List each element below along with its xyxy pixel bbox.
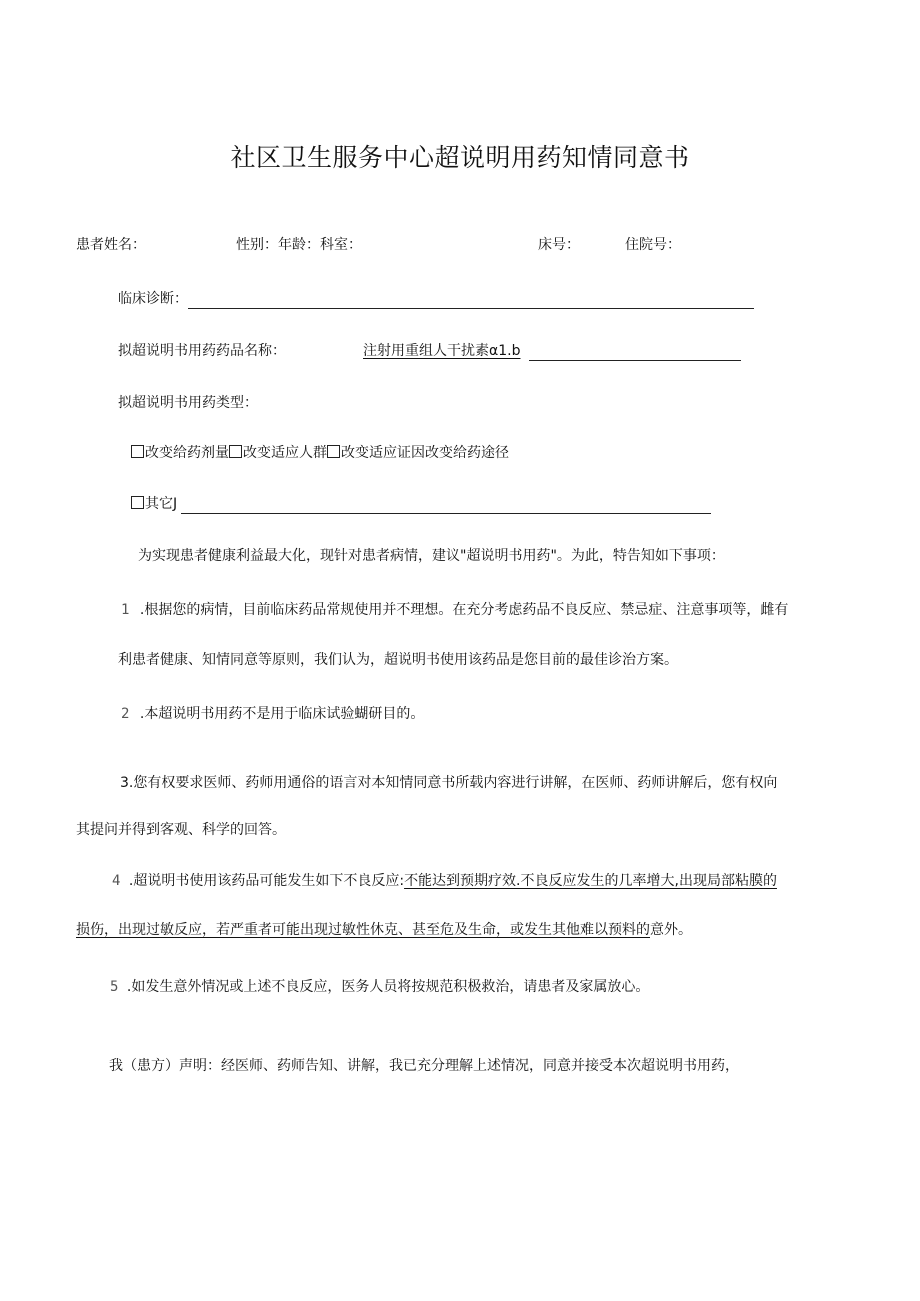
- checkbox-dose[interactable]: [131, 445, 144, 458]
- drug-name-blank[interactable]: [529, 346, 741, 361]
- other-option-row: [131, 494, 711, 514]
- item-4-lead: .超说明书使用该药品可能发生如下不良反应:: [128, 873, 405, 889]
- drug-name-label: 拟超说明书用药药品名称：: [118, 343, 286, 359]
- checkbox-other[interactable]: [131, 496, 144, 509]
- item-4-underlined: 不能达到预期疗效.不良反应发生的几率增大,出现局部粘膜的: [404, 873, 777, 889]
- item-5: [110, 977, 649, 997]
- item-4-number: 4: [112, 873, 121, 889]
- diagnosis-label: 临床诊断：: [118, 291, 188, 307]
- patient-name-label: 患者姓名：: [76, 237, 146, 253]
- drug-name-value: 注射用重组人干扰素α1.b: [363, 343, 521, 359]
- page-title: 社区卫生服务中心超说明用药知情同意书: [230, 143, 690, 172]
- patient-declaration: 我（患方）声明：经医师、药师告知、讲解，我已充分理解上述情况，同意并接受本次超说明书用药，: [109, 1058, 739, 1074]
- intro-text: 为实现患者健康利益最大化，现针对患者病情，建议"超说明书用药"。为此，特告知如下事项：: [138, 548, 725, 564]
- item-4-line-2: [76, 920, 692, 940]
- diagnosis-row: [118, 289, 754, 309]
- item-1-line-1: [121, 600, 788, 620]
- drug-type-options: [131, 443, 509, 463]
- drug-name-row: [363, 341, 741, 361]
- item-1-text: .根据您的病情，目前临床药品常规使用并不理想。在充分考虑药品不良反应、禁忌症、注意事项等，雌有: [139, 602, 789, 618]
- admission-number-label: 住院号：: [625, 237, 681, 253]
- diagnosis-blank[interactable]: [188, 294, 754, 309]
- item-2-number: 2: [121, 706, 130, 722]
- item-1-line-2: 利患者健康、知情同意等原则，我们认为，超说明书使用该药品是您目前的最佳诊治方案。: [118, 652, 678, 668]
- bed-number-label: 床号：: [538, 237, 580, 253]
- drug-type-label: 拟超说明书用药类型：: [118, 395, 258, 411]
- gender-age-dept-label: 性别：年龄：科室：: [236, 237, 362, 253]
- other-blank[interactable]: [181, 499, 711, 514]
- item-4-line-1: [112, 871, 777, 891]
- option-other: 其它J: [145, 496, 178, 512]
- checkbox-indication[interactable]: [327, 445, 340, 458]
- item-5-text: .如发生意外情况或上述不良反应，医务人员将按规范积极救治，请患者及家属放心。: [126, 979, 650, 995]
- option-indication-route: 改变适应证因改变给药途径: [341, 445, 509, 461]
- item-2: [121, 704, 424, 724]
- item-4-line-2-tail: 意外。: [650, 922, 692, 938]
- item-4-line-2-underlined: 损伤，出现过敏反应，若严重者可能出现过敏性休克、甚至危及生命，或发生其他难以预料的: [76, 922, 650, 938]
- option-population: 改变适应人群: [243, 445, 327, 461]
- checkbox-population[interactable]: [229, 445, 242, 458]
- item-5-number: 5: [110, 979, 119, 995]
- item-3-line-2: 其提问并得到客观、科学的回答。: [76, 822, 286, 838]
- item-2-text: .本超说明书用药不是用于临床试验蝴研目的。: [139, 706, 425, 722]
- option-dose: 改变给药剂量: [145, 445, 229, 461]
- item-1-number: 1: [121, 602, 130, 618]
- item-3-line-1: 3.您有权要求医师、药师用通俗的语言对本知情同意书所载内容进行讲解，在医师、药师讲解后，您有权向: [120, 775, 778, 791]
